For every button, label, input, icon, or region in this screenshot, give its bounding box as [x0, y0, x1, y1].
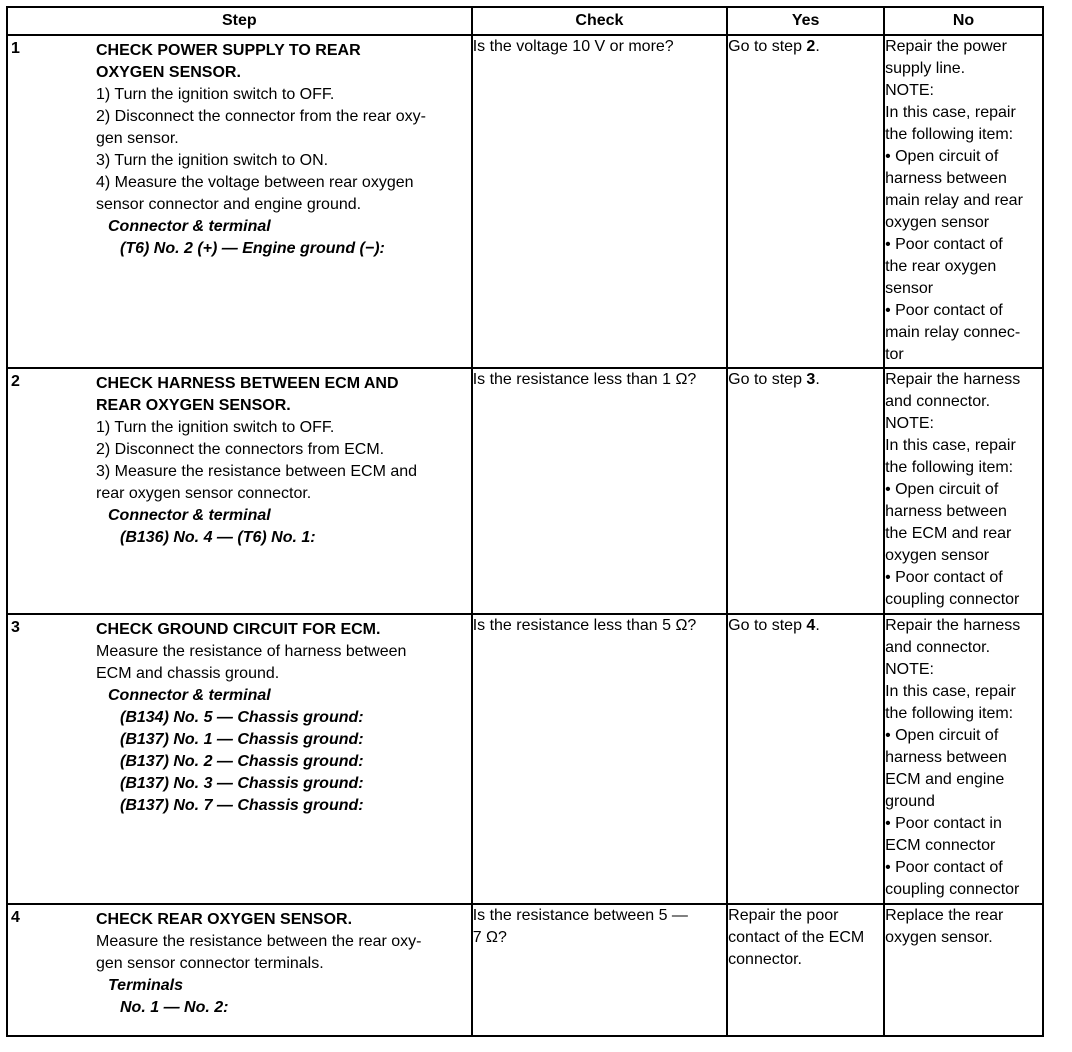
yes-line: Repair the poor — [728, 907, 839, 924]
note-line: harness between — [885, 749, 1007, 766]
connector-line: (B136) No. 4 — (T6) No. 1: — [120, 529, 316, 546]
no-cell — [884, 35, 1043, 368]
note-label: NOTE: — [885, 661, 934, 678]
note-line: oxygen sensor — [885, 547, 990, 564]
no-cell — [884, 904, 1043, 1036]
procedure-line: gen sensor. — [96, 130, 179, 147]
note-line: In this case, repair — [885, 683, 1016, 700]
note-line: oxygen sensor — [885, 214, 990, 231]
step-cell — [7, 904, 472, 1036]
yes-suffix: . — [815, 38, 820, 55]
connector-heading: Connector & terminal — [108, 218, 271, 235]
table-row — [7, 368, 1043, 614]
note-line: • Poor contact of — [885, 859, 1003, 876]
connector-line: (B137) No. 7 — Chassis ground: — [120, 797, 364, 814]
diagnostic-table — [6, 6, 1044, 1037]
step-title: CHECK HARNESS BETWEEN ECM AND — [96, 375, 399, 392]
yes-step: 4 — [806, 617, 816, 634]
no-action: and connector. — [885, 393, 991, 410]
note-line: main relay connec- — [885, 324, 1021, 341]
note-line: the ECM and rear — [885, 525, 1012, 542]
terminals-line: No. 1 — No. 2: — [120, 999, 229, 1016]
procedure-line: ECM and chassis ground. — [96, 665, 280, 682]
procedure-line: 1) Turn the ignition switch to OFF. — [96, 86, 335, 103]
header-no: No — [884, 7, 1043, 35]
check-cell: Is the voltage 10 V or more? — [472, 35, 727, 368]
header-yes: Yes — [727, 7, 884, 35]
yes-cell — [727, 904, 884, 1036]
note-line: sensor — [885, 280, 934, 297]
procedure-line: Measure the resistance between the rear oxy- — [96, 933, 422, 950]
procedure-line: 4) Measure the voltage between rear oxygen — [96, 174, 414, 191]
terminals-heading: Terminals — [108, 977, 183, 994]
yes-suffix: . — [815, 617, 820, 634]
yes-step: 3 — [806, 371, 816, 388]
note-line: coupling connector — [885, 881, 1020, 898]
note-line: the following item: — [885, 705, 1014, 722]
yes-step: 2 — [806, 38, 816, 55]
yes-text: Go to step — [728, 38, 807, 55]
no-line: Replace the rear — [885, 907, 1004, 924]
note-line: In this case, repair — [885, 437, 1016, 454]
note-line: tor — [885, 346, 904, 363]
procedure-line: 3) Turn the ignition switch to ON. — [96, 152, 329, 169]
step-title: REAR OXYGEN SENSOR. — [96, 397, 291, 414]
check-cell — [472, 904, 727, 1036]
note-line: ECM connector — [885, 837, 996, 854]
step-number: 3 — [11, 619, 20, 636]
procedure-line: 3) Measure the resistance between ECM and — [96, 463, 418, 480]
yes-text: Go to step — [728, 617, 807, 634]
no-action: Repair the power — [885, 38, 1007, 55]
step-number: 2 — [11, 373, 20, 390]
yes-text: Go to step — [728, 371, 807, 388]
step-number: 1 — [11, 40, 20, 57]
note-line: main relay and rear — [885, 192, 1023, 209]
connector-line: (B137) No. 2 — Chassis ground: — [120, 753, 364, 770]
connector-heading: Connector & terminal — [108, 507, 271, 524]
procedure-line: sensor connector and engine ground. — [96, 196, 362, 213]
note-line: harness between — [885, 503, 1007, 520]
table-row — [7, 35, 1043, 368]
note-label: NOTE: — [885, 82, 934, 99]
note-line: • Poor contact of — [885, 569, 1003, 586]
note-line: ground — [885, 793, 935, 810]
connector-line: (B137) No. 3 — Chassis ground: — [120, 775, 364, 792]
no-action: supply line. — [885, 60, 966, 77]
note-line: • Open circuit of — [885, 481, 999, 498]
note-line: • Poor contact of — [885, 302, 1003, 319]
procedure-line: gen sensor connector terminals. — [96, 955, 324, 972]
yes-cell — [727, 35, 884, 368]
step-cell — [7, 614, 472, 904]
step-cell — [7, 368, 472, 614]
header-check: Check — [472, 7, 727, 35]
procedure-line: rear oxygen sensor connector. — [96, 485, 312, 502]
procedure-line: 2) Disconnect the connectors from ECM. — [96, 441, 385, 458]
table-row — [7, 614, 1043, 904]
note-line: the following item: — [885, 126, 1014, 143]
step-title: CHECK REAR OXYGEN SENSOR. — [96, 911, 353, 928]
no-cell — [884, 614, 1043, 904]
note-line: In this case, repair — [885, 104, 1016, 121]
connector-line: (B137) No. 1 — Chassis ground: — [120, 731, 364, 748]
no-action: and connector. — [885, 639, 991, 656]
note-line: the following item: — [885, 459, 1014, 476]
no-cell — [884, 368, 1043, 614]
connector-heading: Connector & terminal — [108, 687, 271, 704]
yes-suffix: . — [815, 371, 820, 388]
table-row — [7, 904, 1043, 1036]
check-line: 7 Ω? — [472, 929, 507, 946]
connector-line: (B134) No. 5 — Chassis ground: — [120, 709, 364, 726]
note-line: the rear oxygen — [885, 258, 997, 275]
step-cell — [7, 35, 472, 368]
note-line: coupling connector — [885, 591, 1020, 608]
note-line: • Open circuit of — [885, 727, 999, 744]
header-step: Step — [7, 7, 472, 35]
no-action: Repair the harness — [885, 617, 1021, 634]
check-cell: Is the resistance less than 5 Ω? — [472, 614, 727, 904]
connector-line: (T6) No. 2 (+) — Engine ground (−): — [120, 240, 385, 257]
procedure-line: Measure the resistance of harness between — [96, 643, 407, 660]
procedure-line: 2) Disconnect the connector from the rear oxy- — [96, 108, 426, 125]
note-label: NOTE: — [885, 415, 934, 432]
yes-cell — [727, 614, 884, 904]
step-title: OXYGEN SENSOR. — [96, 64, 241, 81]
note-line: harness between — [885, 170, 1007, 187]
note-line: • Poor contact of — [885, 236, 1003, 253]
step-title: CHECK GROUND CIRCUIT FOR ECM. — [96, 621, 381, 638]
no-line: oxygen sensor. — [885, 929, 993, 946]
check-cell: Is the resistance less than 1 Ω? — [472, 368, 727, 614]
yes-line: contact of the ECM — [728, 929, 865, 946]
note-line: ECM and engine — [885, 771, 1005, 788]
note-line: • Open circuit of — [885, 148, 999, 165]
yes-line: connector. — [728, 951, 802, 968]
no-action: Repair the harness — [885, 371, 1021, 388]
yes-cell — [727, 368, 884, 614]
header-row — [7, 7, 1043, 35]
note-line: • Poor contact in — [885, 815, 1002, 832]
check-line: Is the resistance between 5 — — [472, 907, 688, 924]
procedure-line: 1) Turn the ignition switch to OFF. — [96, 419, 335, 436]
step-title: CHECK POWER SUPPLY TO REAR — [96, 42, 361, 59]
step-number: 4 — [11, 909, 20, 926]
